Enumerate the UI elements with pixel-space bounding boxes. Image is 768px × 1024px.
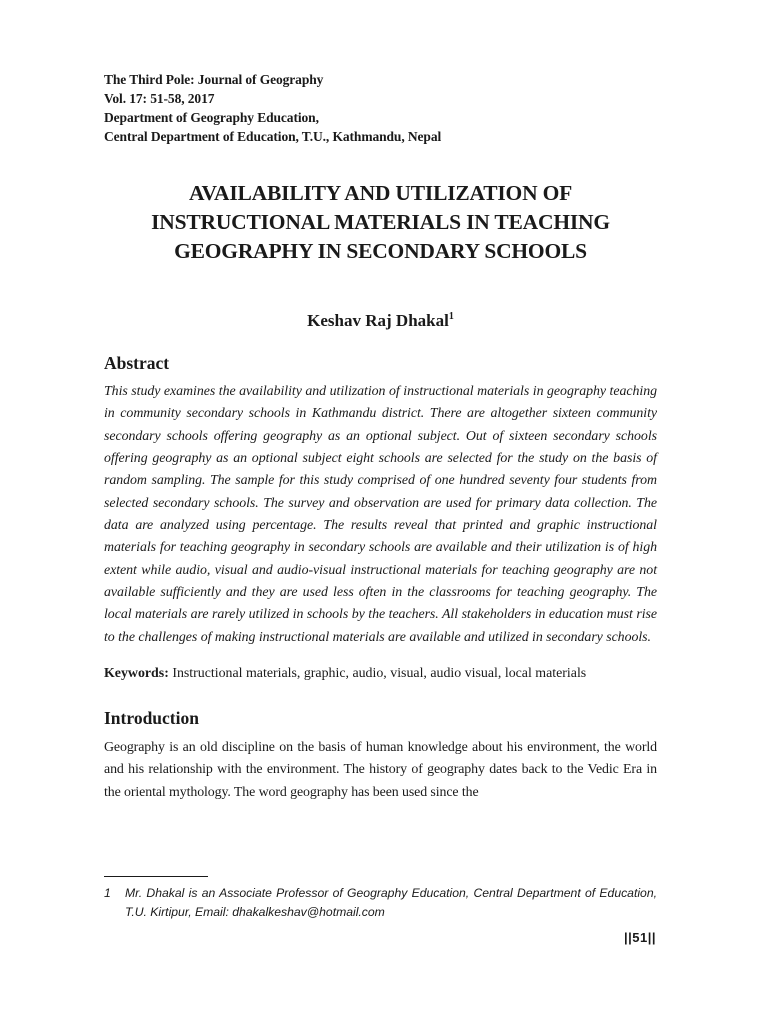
- keywords-label: Keywords:: [104, 666, 169, 682]
- footnote-text: Mr. Dhakal is an Associate Professor of Geography Education, Central Department of Education, T.U. Kirtipur, Email: dhakalkeshav@hotmail.com: [125, 886, 657, 919]
- keywords-text: Instructional materials, graphic, audio, visual, audio visual, local materials: [172, 666, 587, 682]
- author-footnote-mark: 1: [448, 311, 454, 322]
- introduction-heading: Introduction: [104, 708, 199, 729]
- introduction-text: Geography is an old discipline on the basis of human knowledge about his environment, the world and his relationship with the environment. The history of geography dates back to the Vedic Era in the oriental mythology. The word geography has been used since the: [104, 740, 657, 800]
- keywords-line: [104, 663, 657, 685]
- abstract-heading: Abstract: [104, 353, 170, 373]
- page-number: ||51||: [623, 930, 656, 945]
- abstract-text: This study examines the availability and utilization of instructional materials in geography teaching in community secondary schools in Kathmandu district. There are altogether sixteen community secondary schools offering geography as an optional subject. Out of sixteen secondary schools offering geography as an optional subject eight schools are selected for the study on the basis of random sampling. The sample for this study comprised of one hundred seventy four students from selected secondary schools. The survey and observation are used for primary data collection. The data are analyzed using percentage. The results reveal that printed and graphic instructional materials for teaching geography in secondary schools are available and their utilization is of high extent while audio, visual and audio-visual instructional materials for teaching geography are not available sufficiently and they are used less often in the classrooms for teaching geography. The local materials are rarely utilized in schools by the teachers. All stakeholders in education must rise to the challenges of making instructional materials are available and utilized in secondary schools.: [104, 384, 657, 645]
- footnote-number: 1: [104, 886, 111, 900]
- paper-title: [104, 179, 657, 266]
- journal-header: [104, 70, 657, 146]
- title-line-1: AVAILABILITY AND UTILIZATION OF: [188, 181, 573, 205]
- title-line-2: INSTRUCTIONAL MATERIALS IN TEACHING: [151, 210, 610, 234]
- paper-page: [104, 70, 657, 804]
- journal-volume: Vol. 17: 51-58, 2017: [104, 91, 215, 106]
- journal-name: The Third Pole: Journal of Geography: [104, 72, 324, 87]
- author-line: [104, 310, 657, 332]
- footnote-divider: [104, 876, 208, 877]
- footnote: [104, 884, 657, 922]
- journal-institution: Central Department of Education, T.U., Kathmandu, Nepal: [104, 129, 442, 144]
- title-line-3: GEOGRAPHY IN SECONDARY SCHOOLS: [174, 239, 587, 263]
- author-name: Keshav Raj Dhakal: [307, 311, 449, 330]
- journal-department: Department of Geography Education,: [104, 110, 319, 125]
